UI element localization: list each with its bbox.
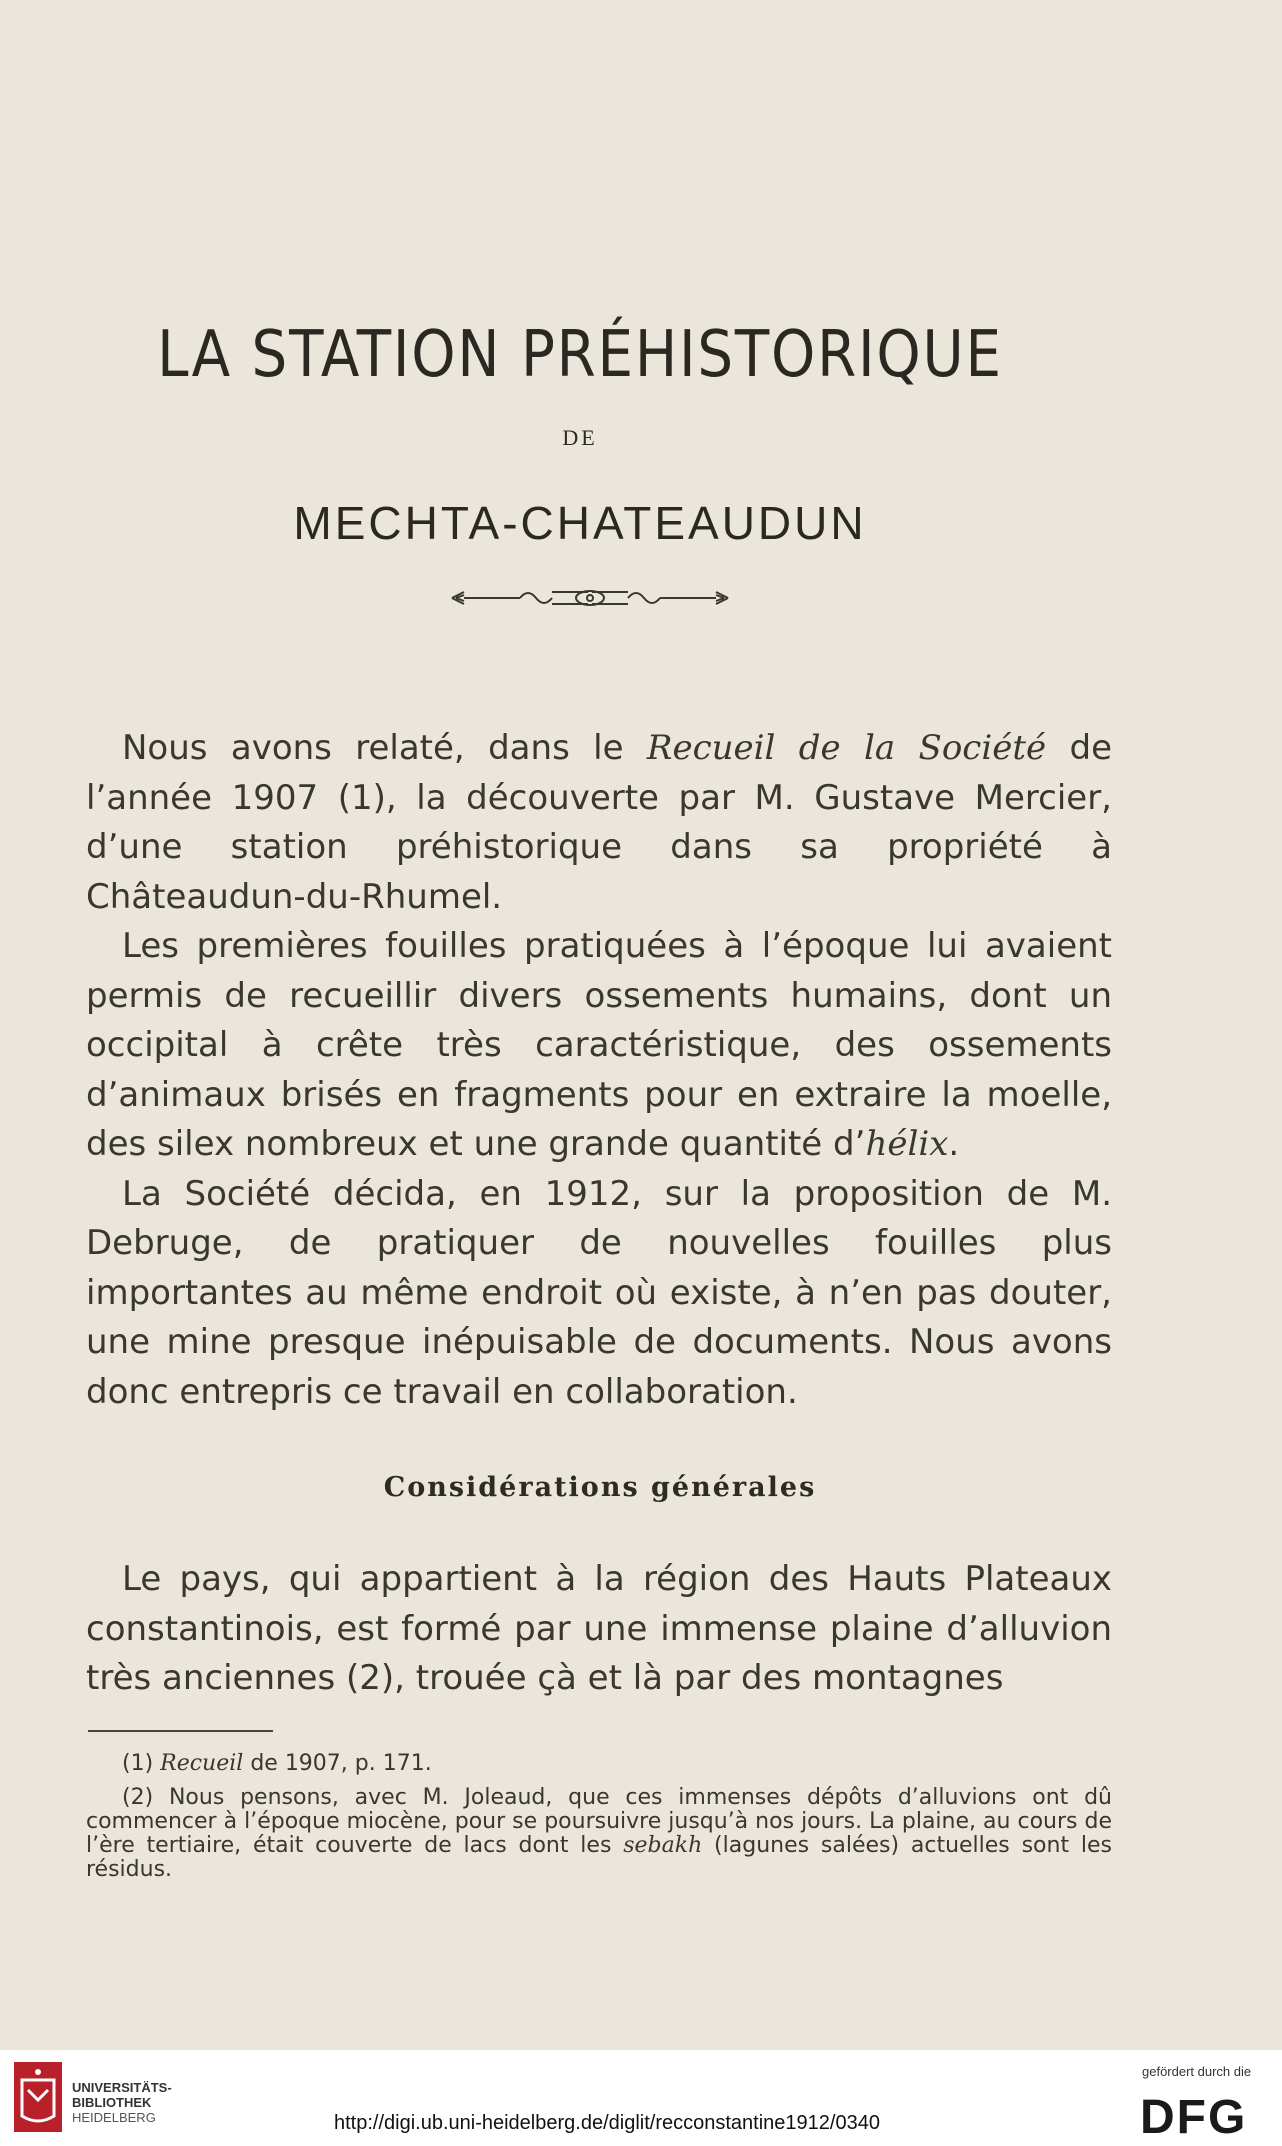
paragraph: Les premières fouilles pratiquées à l’époque lui avaient permis de recueillir divers ossements humains, dont un occipital à crête très caractéristique, des ossements d’animaux brisés en fragments pour en extraire la moelle, des silex nombreux et une grande quantité d’hélix.: [86, 926, 1112, 1164]
document-subtitle: MECHTA-CHATEAUDUN: [293, 497, 867, 549]
funding-caption: gefördert durch die: [1142, 2064, 1252, 2079]
footnotes: [86, 1752, 1112, 1892]
paragraph: La Société décida, en 1912, sur la proposition de M. Debruge, de pratiquer de nouvelles fouilles plus importantes au même endroit où existe, à n’en pas douter, une mine presque inépuisable de documents. Nous avons donc entrepris ce travail en collaboration.: [86, 1173, 1112, 1412]
decorative-divider-icon: [450, 584, 730, 612]
footnote: (1) Recueil de 1907, p. 171.: [122, 1751, 432, 1776]
page-url[interactable]: http://digi.ub.uni-heidelberg.de/diglit/recconstantine1912/0340: [334, 2112, 880, 2134]
section-body: [86, 1555, 1112, 1704]
university-seal-icon[interactable]: [12, 2060, 64, 2134]
section-heading: Considérations générales: [383, 1472, 817, 1503]
title-connector: DE: [562, 425, 598, 450]
library-name[interactable]: UNIVERSITÄTS- BIBLIOTHEK HEIDELBERG: [72, 2080, 172, 2125]
dfg-logo[interactable]: DFG: [1140, 2091, 1248, 2144]
footnote: (2) Nous pensons, avec M. Joleaud, que ces immenses dépôts d’alluvions ont dû commencer à l’époque miocène, pour se poursuivre jusqu’à nos jours. La plaine, au cours de l’ère tertiaire, était couverte de lacs dont les sebakh (lagunes salées) actuelles sont les résidus.: [86, 1785, 1112, 1882]
body-text: [86, 724, 1112, 1417]
document-title: LA STATION PRÉHISTORIQUE: [157, 318, 1003, 392]
paragraph: Nous avons relaté, dans le Recueil de la Société de l’année 1907 (1), la découverte par M. Gustave Mercier, d’une station préhistorique dans sa propriété à Châteaudun-du-Rhumel.: [86, 728, 1112, 917]
footnote-divider: [88, 1730, 273, 1732]
paragraph: Le pays, qui appartient à la région des Hauts Plateaux constantinois, est formé par une immense plaine d’alluvion très anciennes (2), trouée çà et là par des montagnes: [86, 1559, 1112, 1698]
